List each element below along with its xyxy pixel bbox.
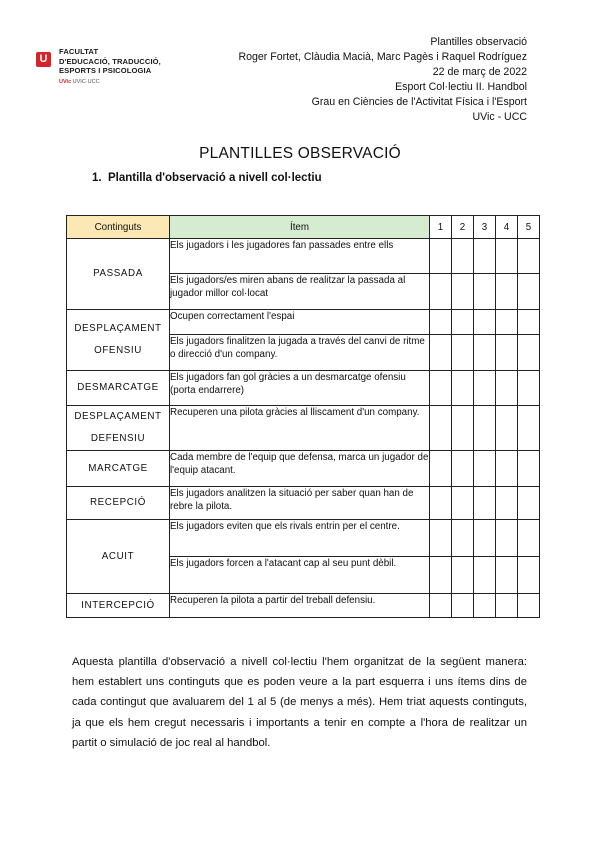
- header-course: Esport Col·lectiu II. Handbol: [395, 81, 527, 93]
- score-cell-5[interactable]: [518, 520, 540, 557]
- university-brand: [59, 79, 100, 85]
- category-label: OFENSIU: [94, 345, 142, 356]
- score-cell-5[interactable]: [518, 557, 540, 594]
- score-cell-5[interactable]: [518, 406, 540, 451]
- score-cell-1[interactable]: [430, 371, 452, 406]
- category-label: DESPLAÇAMENT: [74, 411, 162, 422]
- content-category: [67, 239, 170, 310]
- score-cell-5[interactable]: [518, 451, 540, 487]
- header-score-5: 5: [518, 216, 540, 239]
- item-description: Cada membre de l'equip que defensa, marca un jugador de l'equip atacant.: [170, 451, 430, 487]
- item-description: Els jugadors analitzen la situació per saber quan han de rebre la pilota.: [170, 487, 430, 520]
- score-cell-2[interactable]: [452, 594, 474, 618]
- table-row: [67, 371, 540, 406]
- header-university: UVic - UCC: [472, 111, 527, 123]
- table-body: [67, 239, 540, 618]
- section-heading: [92, 172, 322, 184]
- score-cell-2[interactable]: [452, 520, 474, 557]
- table-row: [67, 520, 540, 557]
- score-cell-2[interactable]: [452, 406, 474, 451]
- score-cell-2[interactable]: [452, 557, 474, 594]
- faculty-name-line: FACULTAT: [59, 47, 99, 56]
- brand-sub: UVIC·UCC: [72, 79, 100, 85]
- score-cell-5[interactable]: [518, 487, 540, 520]
- header-item: Ítem: [170, 216, 430, 239]
- header-doc-name: Plantilles observació: [430, 36, 527, 48]
- header-date: 22 de març de 2022: [432, 66, 527, 78]
- score-cell-1[interactable]: [430, 520, 452, 557]
- content-category: [67, 310, 170, 371]
- score-cell-1[interactable]: [430, 487, 452, 520]
- score-cell-4[interactable]: [496, 557, 518, 594]
- item-description: Els jugadors fan gol gràcies a un desmarcatge ofensiu (porta endarrere): [170, 371, 430, 406]
- score-cell-4[interactable]: [496, 594, 518, 618]
- faculty-name-line: ESPORTS I PSICOLOGIA: [59, 66, 152, 76]
- category-label: DESMARCATGE: [77, 382, 159, 393]
- table-row: [67, 451, 540, 487]
- score-cell-5[interactable]: [518, 335, 540, 371]
- table-row: [67, 594, 540, 618]
- description-paragraph: Aquesta plantilla d'observació a nivell col·lectiu l'hem organitzat de la següent manera: hem establert uns continguts que es poden veure a la part esquerra i uns ítems dins de cada contingut que avaluarem del 1 al 5 (de menys a més). Hem triat aquests continguts, ja que els hem cregut necessaris i importants a tenir en compte a l'hora de realitzar un partit o simulació de joc real al handbol.: [72, 656, 527, 749]
- header-score-1: 1: [430, 216, 452, 239]
- score-cell-4[interactable]: [496, 310, 518, 335]
- score-cell-3[interactable]: [474, 594, 496, 618]
- category-label: ACUIT: [101, 550, 135, 562]
- item-description: Ocupen correctament l'espai: [170, 310, 430, 335]
- category-label: DEFENSIU: [90, 433, 146, 444]
- score-cell-4[interactable]: [496, 274, 518, 310]
- score-cell-3[interactable]: [474, 451, 496, 487]
- uvic-logo-icon: U: [36, 52, 51, 67]
- score-cell-5[interactable]: [518, 371, 540, 406]
- score-cell-3[interactable]: [474, 274, 496, 310]
- score-cell-2[interactable]: [452, 274, 474, 310]
- score-cell-3[interactable]: [474, 557, 496, 594]
- table-row: [67, 239, 540, 274]
- score-cell-3[interactable]: [474, 335, 496, 371]
- item-description: Els jugadors finalitzen la jugada a través del canvi de ritme o direcció d'un company.: [170, 335, 430, 371]
- table-row: [67, 487, 540, 520]
- content-category: [67, 406, 170, 451]
- brand-name: UVic: [59, 79, 72, 85]
- section-label: Plantilla d'observació a nivell col·lectiu: [107, 172, 322, 184]
- header-degree: Grau en Ciències de l'Activitat Física i l'Esport: [311, 96, 527, 108]
- score-cell-5[interactable]: [518, 274, 540, 310]
- category-label: INTERCEPCIÓ: [81, 599, 155, 611]
- score-cell-4[interactable]: [496, 487, 518, 520]
- category-label: DESPLAÇAMENT: [74, 323, 162, 334]
- content-category: [67, 487, 170, 520]
- score-cell-1[interactable]: [430, 406, 452, 451]
- content-category: [67, 371, 170, 406]
- item-description: Els jugadors forcen a l'atacant cap al seu punt dèbil.: [170, 557, 430, 594]
- score-cell-4[interactable]: [496, 335, 518, 371]
- score-cell-3[interactable]: [474, 487, 496, 520]
- score-cell-2[interactable]: [452, 335, 474, 371]
- header-authors: Roger Fortet, Clàudia Macià, Marc Pagès i Raquel Rodríguez: [238, 51, 527, 63]
- score-cell-2[interactable]: [452, 310, 474, 335]
- section-number: 1.: [92, 172, 102, 184]
- score-cell-3[interactable]: [474, 310, 496, 335]
- header-score-3: 3: [474, 216, 496, 239]
- faculty-name-line: D'EDUCACIÓ, TRADUCCIÓ,: [59, 56, 161, 66]
- category-label: MARCATGE: [88, 462, 148, 474]
- score-cell-1[interactable]: [430, 335, 452, 371]
- score-cell-4[interactable]: [496, 520, 518, 557]
- score-cell-1[interactable]: [430, 594, 452, 618]
- observation-table: [66, 215, 540, 618]
- score-cell-1[interactable]: [430, 274, 452, 310]
- table-row: [67, 406, 540, 451]
- table-row: [67, 310, 540, 335]
- score-cell-3[interactable]: [474, 239, 496, 274]
- score-cell-1[interactable]: [430, 557, 452, 594]
- score-cell-1[interactable]: [430, 451, 452, 487]
- item-description: Recuperen la pilota a partir del treball defensiu.: [170, 594, 430, 618]
- score-cell-2[interactable]: [452, 487, 474, 520]
- header-continguts: Continguts: [67, 216, 170, 239]
- page-title: PLANTILLES OBSERVACIÓ: [199, 145, 401, 162]
- category-label: RECEPCIÓ: [90, 497, 146, 508]
- score-cell-4[interactable]: [496, 406, 518, 451]
- score-cell-1[interactable]: [430, 239, 452, 274]
- item-description: Els jugadors/es miren abans de realitzar la passada al jugador millor col·locat: [170, 274, 430, 310]
- score-cell-1[interactable]: [430, 310, 452, 335]
- content-category: [67, 451, 170, 487]
- item-description: Els jugadors i les jugadores fan passades entre ells: [170, 239, 430, 274]
- item-description: Recuperen una pilota gràcies al lliscament d'un company.: [170, 406, 430, 451]
- faculty-name: [59, 47, 161, 76]
- item-description: Els jugadors eviten que els rivals entrin per el centre.: [170, 520, 430, 557]
- score-cell-4[interactable]: [496, 451, 518, 487]
- score-cell-5[interactable]: [518, 239, 540, 274]
- table-header-row: [67, 216, 540, 239]
- content-category: [67, 520, 170, 594]
- content-category: [67, 594, 170, 618]
- faculty-logo: [36, 47, 186, 91]
- score-cell-4[interactable]: [496, 239, 518, 274]
- score-cell-4[interactable]: [496, 371, 518, 406]
- score-cell-2[interactable]: [452, 371, 474, 406]
- document-header: [238, 35, 527, 125]
- category-label: PASSADA: [93, 268, 143, 279]
- header-score-2: 2: [452, 216, 474, 239]
- score-cell-3[interactable]: [474, 371, 496, 406]
- score-cell-5[interactable]: [518, 310, 540, 335]
- score-cell-5[interactable]: [518, 594, 540, 618]
- score-cell-3[interactable]: [474, 520, 496, 557]
- score-cell-2[interactable]: [452, 451, 474, 487]
- score-cell-2[interactable]: [452, 239, 474, 274]
- header-score-4: 4: [496, 216, 518, 239]
- score-cell-3[interactable]: [474, 406, 496, 451]
